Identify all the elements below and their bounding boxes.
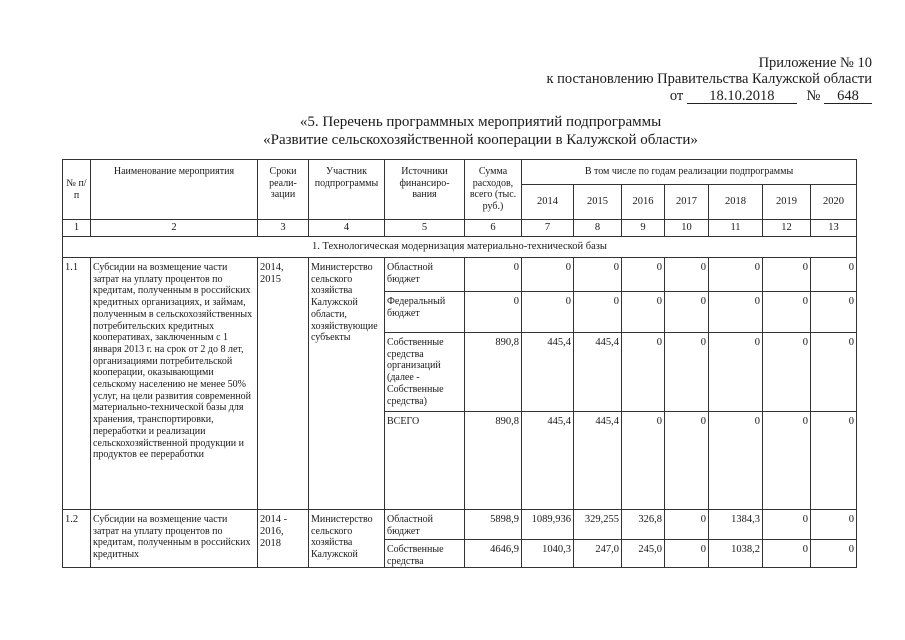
year-amount: 445,4 <box>574 333 622 412</box>
document-title-line-2: «Развитие сельскохозяйственной кооперации в Калужской области» <box>263 132 698 148</box>
funding-source: Федеральный бюджет <box>385 292 465 333</box>
column-number: 11 <box>709 220 763 237</box>
column-number: 6 <box>465 220 522 237</box>
year-amount: 1040,3 <box>522 540 574 568</box>
column-number: 9 <box>622 220 665 237</box>
year-amount: 0 <box>763 412 811 510</box>
header-sources: Источники финансиро- вания <box>385 160 465 220</box>
table-row <box>63 510 857 540</box>
year-amount: 329,255 <box>574 510 622 540</box>
year-amount: 0 <box>763 333 811 412</box>
decree-label: к постановлению Правительства Калужской области <box>546 71 872 87</box>
year-amount: 0 <box>665 258 709 292</box>
year-amount: 0 <box>709 258 763 292</box>
section-title: 1. Технологическая модернизация материально-технической базы <box>63 237 857 258</box>
measure-terms: 2014, 2015 <box>258 258 309 510</box>
year-amount: 247,0 <box>574 540 622 568</box>
header-sum: Сумма расходов, всего (тыс. руб.) <box>465 160 522 220</box>
header-year-2020: 2020 <box>811 185 857 220</box>
from-label: от <box>669 88 684 104</box>
measure-terms: 2014 - 2016, 2018 <box>258 510 309 568</box>
year-amount: 0 <box>574 292 622 333</box>
year-amount: 0 <box>811 258 857 292</box>
funding-source: Собственные средства организаций (далее - Собственные средства) <box>385 333 465 412</box>
funding-sum: 0 <box>465 258 522 292</box>
table-row <box>63 258 857 292</box>
year-amount: 0 <box>763 540 811 568</box>
year-amount: 0 <box>665 292 709 333</box>
year-amount: 0 <box>622 258 665 292</box>
header-years-group: В том числе по годам реализации подпрограммы <box>522 160 857 185</box>
header-year-2017: 2017 <box>665 185 709 220</box>
appendix-label: Приложение № 10 <box>758 55 872 71</box>
year-amount: 445,4 <box>522 412 574 510</box>
column-number: 3 <box>258 220 309 237</box>
column-number: 4 <box>309 220 385 237</box>
year-amount: 0 <box>811 292 857 333</box>
year-amount: 0 <box>763 292 811 333</box>
year-amount: 0 <box>622 333 665 412</box>
year-amount: 326,8 <box>622 510 665 540</box>
year-amount: 0 <box>622 292 665 333</box>
header-year-2018: 2018 <box>709 185 763 220</box>
measure-name: Субсидии на возмещение части затрат на уплату процентов по кредитам, полученным в российских кредитных организациях, и займам, полученным в сельскохозяйственных потребительских кредитных кооперативах, заключенным с 1 января 2013 г. на срок от 2 до 8 лет, организациями потребительской кооперации, оказывающими сельскому населению не менее 50% услуг, на цели развития современной материально-технической базы для хранения, транспортировки, переработки и реализации сельскохозяйственной продукции и продуктов ее переработки <box>91 258 258 510</box>
funding-sum: 890,8 <box>465 333 522 412</box>
year-amount: 0 <box>811 412 857 510</box>
funding-source: Областной бюджет <box>385 510 465 540</box>
measure-participant: Министерство сельского хозяйства Калужской области, хозяйствующие субъекты <box>309 258 385 510</box>
year-amount: 0 <box>665 333 709 412</box>
header-participant: Участник подпрограммы <box>309 160 385 220</box>
year-amount: 1384,3 <box>709 510 763 540</box>
year-amount: 1038,2 <box>709 540 763 568</box>
year-amount: 0 <box>811 510 857 540</box>
year-amount: 0 <box>763 258 811 292</box>
year-amount: 0 <box>665 540 709 568</box>
year-amount: 0 <box>522 292 574 333</box>
decree-date: 18.10.2018 <box>687 89 797 104</box>
year-amount: 0 <box>811 540 857 568</box>
column-number: 7 <box>522 220 574 237</box>
measure-number: 1.2 <box>63 510 91 568</box>
year-amount: 0 <box>709 292 763 333</box>
year-amount: 0 <box>665 510 709 540</box>
header-num: № п/п <box>63 160 91 220</box>
funding-sum: 4646,9 <box>465 540 522 568</box>
column-number: 5 <box>385 220 465 237</box>
year-amount: 0 <box>709 412 763 510</box>
measure-name: Субсидии на возмещение части затрат на уплату процентов по кредитам, полученным в российских кредитных <box>91 510 258 568</box>
header-terms: Сроки реали- зации <box>258 160 309 220</box>
column-number: 1 <box>63 220 91 237</box>
year-amount: 1089,936 <box>522 510 574 540</box>
funding-source: Областной бюджет <box>385 258 465 292</box>
funding-source: Собственные средства <box>385 540 465 568</box>
year-amount: 445,4 <box>574 412 622 510</box>
funding-source: ВСЕГО <box>385 412 465 510</box>
measure-number: 1.1 <box>63 258 91 510</box>
year-amount: 445,4 <box>522 333 574 412</box>
number-label: № <box>806 88 821 104</box>
year-amount: 0 <box>763 510 811 540</box>
document-title-line-1: «5. Перечень программных мероприятий подпрограммы <box>299 114 662 130</box>
header-year-2019: 2019 <box>763 185 811 220</box>
column-number: 2 <box>91 220 258 237</box>
decree-number: 648 <box>824 89 872 104</box>
measure-participant: Министерство сельского хозяйства Калужской <box>309 510 385 568</box>
header-name: Наименование мероприятия <box>91 160 258 220</box>
column-number: 13 <box>811 220 857 237</box>
year-amount: 245,0 <box>622 540 665 568</box>
decree-date-line <box>670 88 872 105</box>
header-year-2014: 2014 <box>522 185 574 220</box>
column-number: 10 <box>665 220 709 237</box>
funding-sum: 5898,9 <box>465 510 522 540</box>
column-number: 8 <box>574 220 622 237</box>
year-amount: 0 <box>709 333 763 412</box>
year-amount: 0 <box>522 258 574 292</box>
funding-sum: 0 <box>465 292 522 333</box>
year-amount: 0 <box>811 333 857 412</box>
year-amount: 0 <box>574 258 622 292</box>
header-year-2015: 2015 <box>574 185 622 220</box>
year-amount: 0 <box>622 412 665 510</box>
program-measures-table <box>62 159 857 568</box>
year-amount: 0 <box>665 412 709 510</box>
header-year-2016: 2016 <box>622 185 665 220</box>
column-number: 12 <box>763 220 811 237</box>
funding-sum: 890,8 <box>465 412 522 510</box>
